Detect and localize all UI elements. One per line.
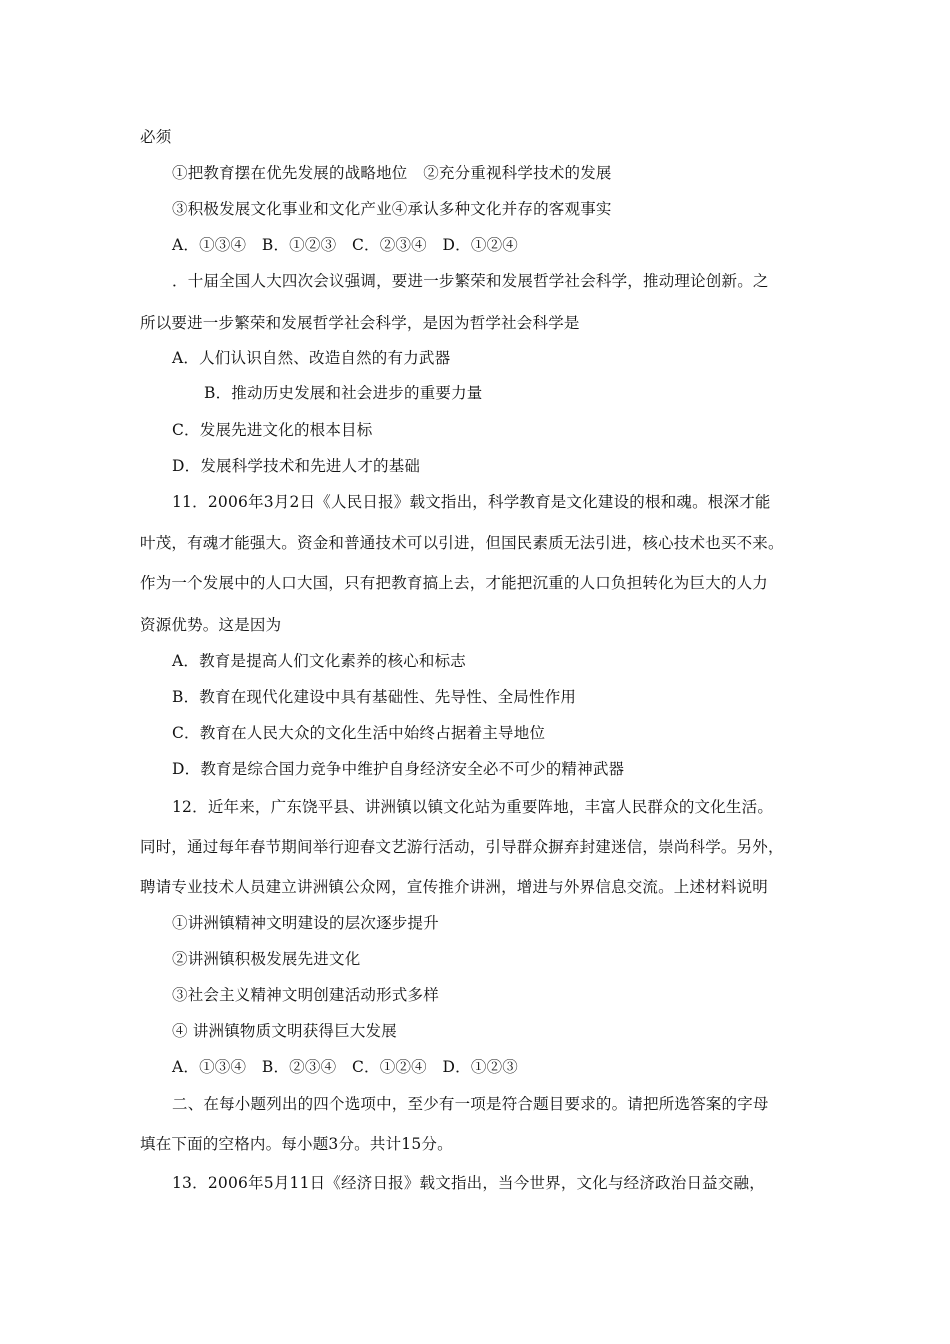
text-line: 聘请专业技术人员建立讲洲镇公众网，宣传推介讲洲，增进与外界信息交流。上述材料说明 — [140, 878, 769, 896]
text-line: A．①③④ B．②③④ C．①②④ D．①②③ — [172, 1058, 518, 1076]
text-line: 叶茂，有魂才能强大。资金和普通技术可以引进，但国民素质无法引进，核心技术也买不来。 — [140, 534, 784, 552]
text-line: C．发展先进文化的根本目标 — [172, 421, 373, 439]
text-line: ②讲洲镇积极发展先进文化 — [172, 950, 361, 968]
text-line: 作为一个发展中的人口大国，只有把教育搞上去，才能把沉重的人口负担转化为巨大的人力 — [140, 574, 769, 592]
text-line: C．教育在人民大众的文化生活中始终占据着主导地位 — [172, 724, 546, 742]
text-line: 二、在每小题列出的四个选项中，至少有一项是符合题目要求的。请把所选答案的字母 — [172, 1095, 769, 1113]
text-line: B．教育在现代化建设中具有基础性、先导性、全局性作用 — [172, 688, 577, 706]
text-line: 11．2006年3月2日《人民日报》载文指出，科学教育是文化建设的根和魂。根深才能 — [172, 493, 771, 511]
text-line: 12．近年来，广东饶平县、讲洲镇以镇文化站为重要阵地，丰富人民群众的文化生活。 — [172, 798, 774, 816]
text-line: ①讲洲镇精神文明建设的层次逐步提升 — [172, 914, 439, 932]
text-line: ④ 讲洲镇物质文明获得巨大发展 — [172, 1022, 397, 1040]
text-line: 必须 — [140, 128, 172, 146]
text-line: D．教育是综合国力竞争中维护自身经济安全必不可少的精神武器 — [172, 760, 625, 778]
text-line: ③积极发展文化事业和文化产业④承认多种文化并存的客观事实 — [172, 200, 612, 218]
text-line: ①把教育摆在优先发展的战略地位 ②充分重视科学技术的发展 — [172, 164, 612, 182]
text-line: A．教育是提高人们文化素养的核心和标志 — [172, 652, 466, 670]
text-line: D．发展科学技术和先进人才的基础 — [172, 457, 421, 475]
text-line: 所以要进一步繁荣和发展哲学社会科学，是因为哲学社会科学是 — [140, 314, 580, 332]
text-line: A．①③④ B．①②③ C．②③④ D．①②④ — [172, 236, 518, 254]
text-line: 填在下面的空格内。每小题3分。共计15分。 — [140, 1135, 453, 1153]
text-line: 资源优势。这是因为 — [140, 616, 282, 634]
text-line: 同时，通过每年春节期间举行迎春文艺游行活动，引导群众摒弃封建迷信，崇尚科学。另外， — [140, 838, 784, 856]
text-line: A．人们认识自然、改造自然的有力武器 — [172, 349, 451, 367]
text-line: ．十届全国人大四次会议强调，要进一步繁荣和发展哲学社会科学，推动理论创新。之 — [172, 272, 769, 290]
text-line: B．推动历史发展和社会进步的重要力量 — [204, 384, 483, 402]
text-line: 13．2006年5月11日《经济日报》载文指出，当今世界，文化与经济政治日益交融， — [172, 1174, 765, 1192]
text-line: ③社会主义精神文明创建活动形式多样 — [172, 986, 439, 1004]
